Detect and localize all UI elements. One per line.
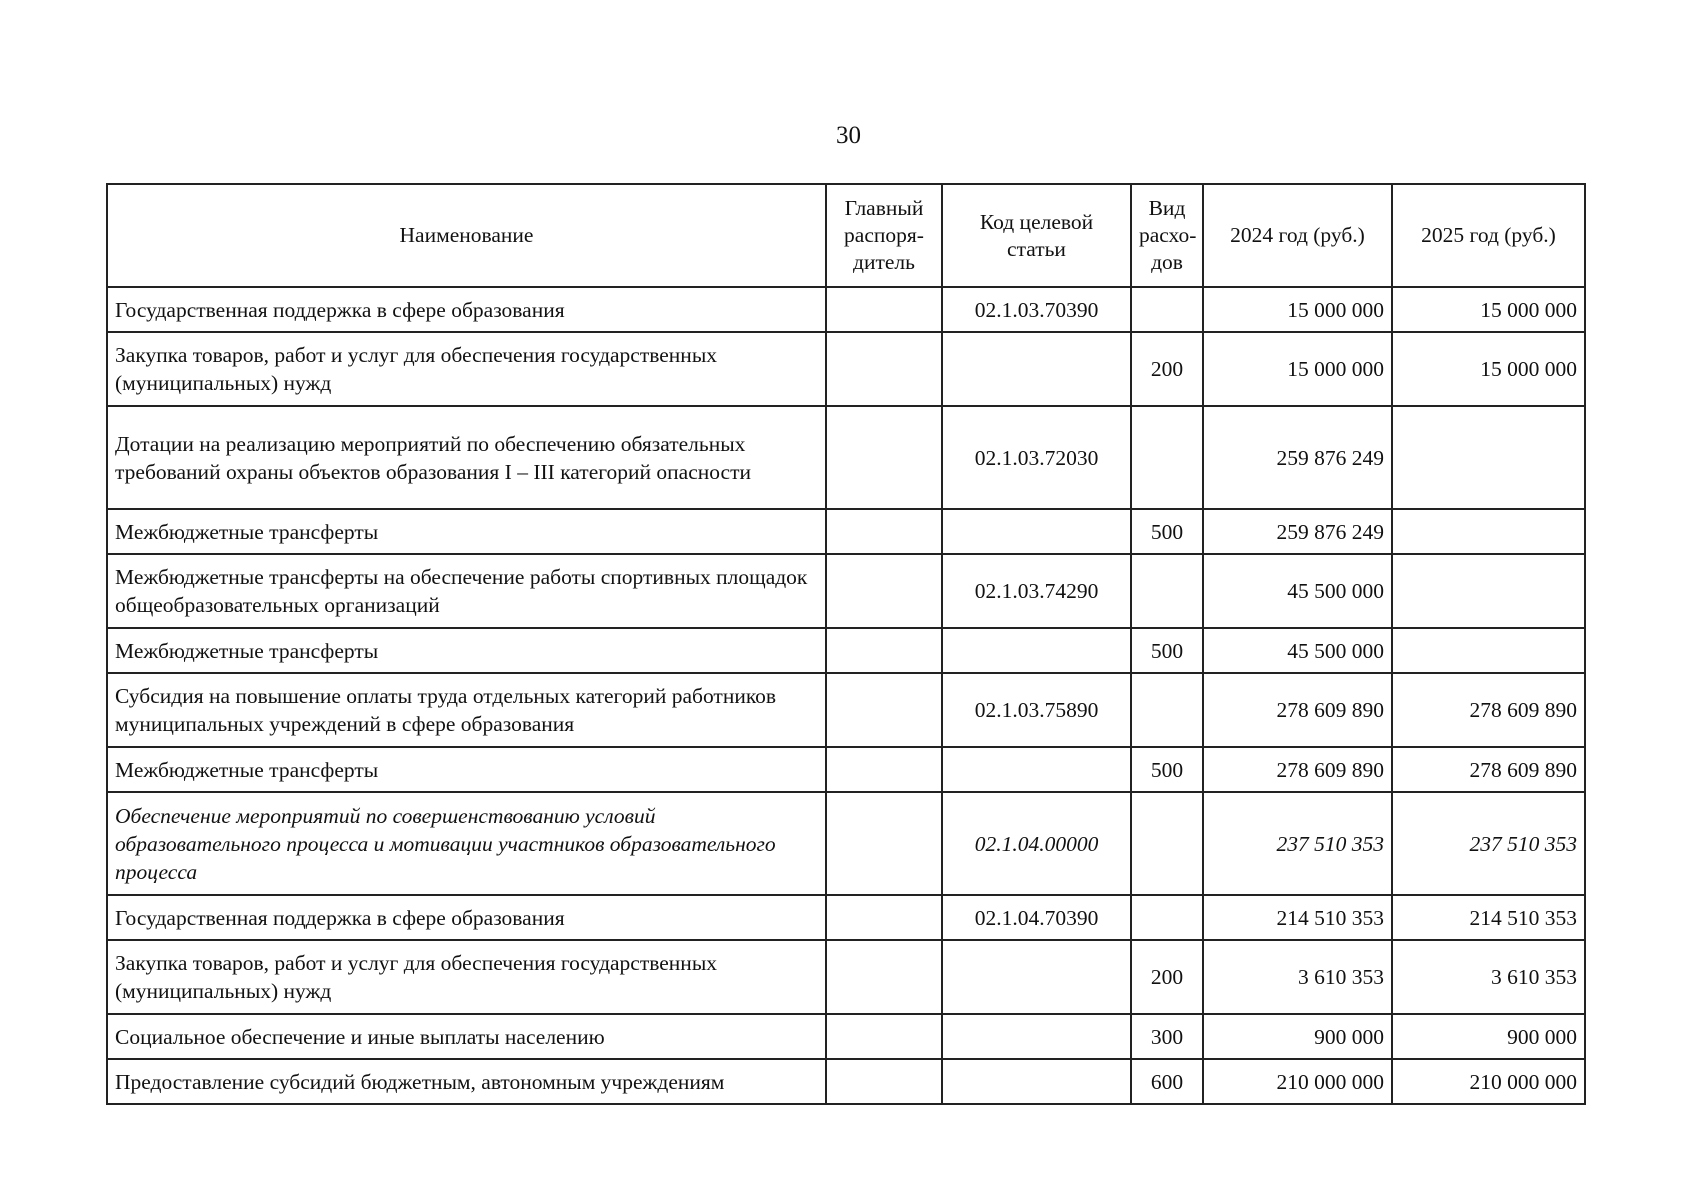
- cell-2024: 214 510 353: [1203, 895, 1392, 940]
- cell-2025: [1392, 554, 1585, 628]
- cell-manager: [826, 1014, 942, 1059]
- cell-type: [1131, 792, 1203, 895]
- cell-manager: [826, 747, 942, 792]
- cell-2025: [1392, 406, 1585, 509]
- cell-name: Межбюджетные трансферты: [107, 509, 826, 554]
- cell-name: Межбюджетные трансферты: [107, 628, 826, 673]
- cell-code: 02.1.04.70390: [942, 895, 1131, 940]
- cell-manager: [826, 895, 942, 940]
- table-row: [107, 332, 1585, 406]
- cell-code: [942, 628, 1131, 673]
- cell-2024: 278 609 890: [1203, 673, 1392, 747]
- header-manager: Главный распоря-дитель: [826, 184, 942, 287]
- table-row: [107, 747, 1585, 792]
- cell-2025: 15 000 000: [1392, 332, 1585, 406]
- cell-2024: 15 000 000: [1203, 287, 1392, 332]
- cell-type: 500: [1131, 747, 1203, 792]
- cell-name: Обеспечение мероприятий по совершенствованию условий образовательного процесса и мотивации участников образовательного процесса: [107, 792, 826, 895]
- header-2025: 2025 год (руб.): [1392, 184, 1585, 287]
- cell-code: 02.1.03.74290: [942, 554, 1131, 628]
- table-row: [107, 1059, 1585, 1104]
- cell-2025: 900 000: [1392, 1014, 1585, 1059]
- table-row: [107, 673, 1585, 747]
- cell-2024: 45 500 000: [1203, 554, 1392, 628]
- cell-2025: 278 609 890: [1392, 673, 1585, 747]
- cell-code: 02.1.04.00000: [942, 792, 1131, 895]
- cell-code: 02.1.03.70390: [942, 287, 1131, 332]
- cell-type: [1131, 895, 1203, 940]
- table-row: [107, 509, 1585, 554]
- cell-code: [942, 332, 1131, 406]
- cell-code: [942, 1014, 1131, 1059]
- cell-2024: 45 500 000: [1203, 628, 1392, 673]
- table-row: [107, 287, 1585, 332]
- cell-manager: [826, 1059, 942, 1104]
- cell-name: Социальное обеспечение и иные выплаты населению: [107, 1014, 826, 1059]
- cell-name: Государственная поддержка в сфере образования: [107, 895, 826, 940]
- cell-type: 200: [1131, 940, 1203, 1014]
- cell-type: [1131, 554, 1203, 628]
- cell-type: 500: [1131, 628, 1203, 673]
- cell-2025: 210 000 000: [1392, 1059, 1585, 1104]
- cell-code: [942, 940, 1131, 1014]
- cell-name: Субсидия на повышение оплаты труда отдельных категорий работников муниципальных учреждений в сфере образования: [107, 673, 826, 747]
- cell-manager: [826, 628, 942, 673]
- cell-type: [1131, 406, 1203, 509]
- cell-2024: 900 000: [1203, 1014, 1392, 1059]
- header-name: Наименование: [107, 184, 826, 287]
- table-row: [107, 895, 1585, 940]
- cell-2024: 15 000 000: [1203, 332, 1392, 406]
- cell-name: Предоставление субсидий бюджетным, автономным учреждениям: [107, 1059, 826, 1104]
- page-number: 30: [836, 122, 861, 149]
- cell-code: [942, 747, 1131, 792]
- cell-name: Дотации на реализацию мероприятий по обеспечению обязательных требований охраны объектов образования I – III категорий опасности: [107, 406, 826, 509]
- cell-code: 02.1.03.75890: [942, 673, 1131, 747]
- header-type: Вид расхо-дов: [1131, 184, 1203, 287]
- cell-2024: 259 876 249: [1203, 509, 1392, 554]
- cell-2025: 15 000 000: [1392, 287, 1585, 332]
- header-2024: 2024 год (руб.): [1203, 184, 1392, 287]
- cell-manager: [826, 287, 942, 332]
- cell-type: 600: [1131, 1059, 1203, 1104]
- cell-name: Закупка товаров, работ и услуг для обеспечения государственных (муниципальных) нужд: [107, 332, 826, 406]
- cell-code: [942, 1059, 1131, 1104]
- cell-code: [942, 509, 1131, 554]
- cell-2024: 278 609 890: [1203, 747, 1392, 792]
- cell-2025: [1392, 628, 1585, 673]
- cell-manager: [826, 406, 942, 509]
- cell-type: 200: [1131, 332, 1203, 406]
- cell-type: 500: [1131, 509, 1203, 554]
- cell-type: [1131, 673, 1203, 747]
- table-row: [107, 554, 1585, 628]
- budget-table: [106, 183, 1586, 1105]
- cell-type: 300: [1131, 1014, 1203, 1059]
- cell-manager: [826, 509, 942, 554]
- cell-code: 02.1.03.72030: [942, 406, 1131, 509]
- cell-2024: 210 000 000: [1203, 1059, 1392, 1104]
- cell-manager: [826, 554, 942, 628]
- cell-2025: [1392, 509, 1585, 554]
- cell-type: [1131, 287, 1203, 332]
- cell-name: Межбюджетные трансферты на обеспечение работы спортивных площадок общеобразовательных организаций: [107, 554, 826, 628]
- table-row: [107, 940, 1585, 1014]
- cell-name: Межбюджетные трансферты: [107, 747, 826, 792]
- cell-manager: [826, 673, 942, 747]
- table-row: [107, 1014, 1585, 1059]
- cell-2024: 259 876 249: [1203, 406, 1392, 509]
- cell-2024: 3 610 353: [1203, 940, 1392, 1014]
- table-row: [107, 406, 1585, 509]
- header-code: Код целевой статьи: [942, 184, 1131, 287]
- table-row: [107, 792, 1585, 895]
- table-header-row: [107, 184, 1585, 287]
- cell-2025: 237 510 353: [1392, 792, 1585, 895]
- cell-2024: 237 510 353: [1203, 792, 1392, 895]
- cell-manager: [826, 792, 942, 895]
- cell-manager: [826, 940, 942, 1014]
- cell-2025: 3 610 353: [1392, 940, 1585, 1014]
- cell-name: Закупка товаров, работ и услуг для обеспечения государственных (муниципальных) нужд: [107, 940, 826, 1014]
- cell-name: Государственная поддержка в сфере образования: [107, 287, 826, 332]
- cell-2025: 214 510 353: [1392, 895, 1585, 940]
- cell-manager: [826, 332, 942, 406]
- table-row: [107, 628, 1585, 673]
- cell-2025: 278 609 890: [1392, 747, 1585, 792]
